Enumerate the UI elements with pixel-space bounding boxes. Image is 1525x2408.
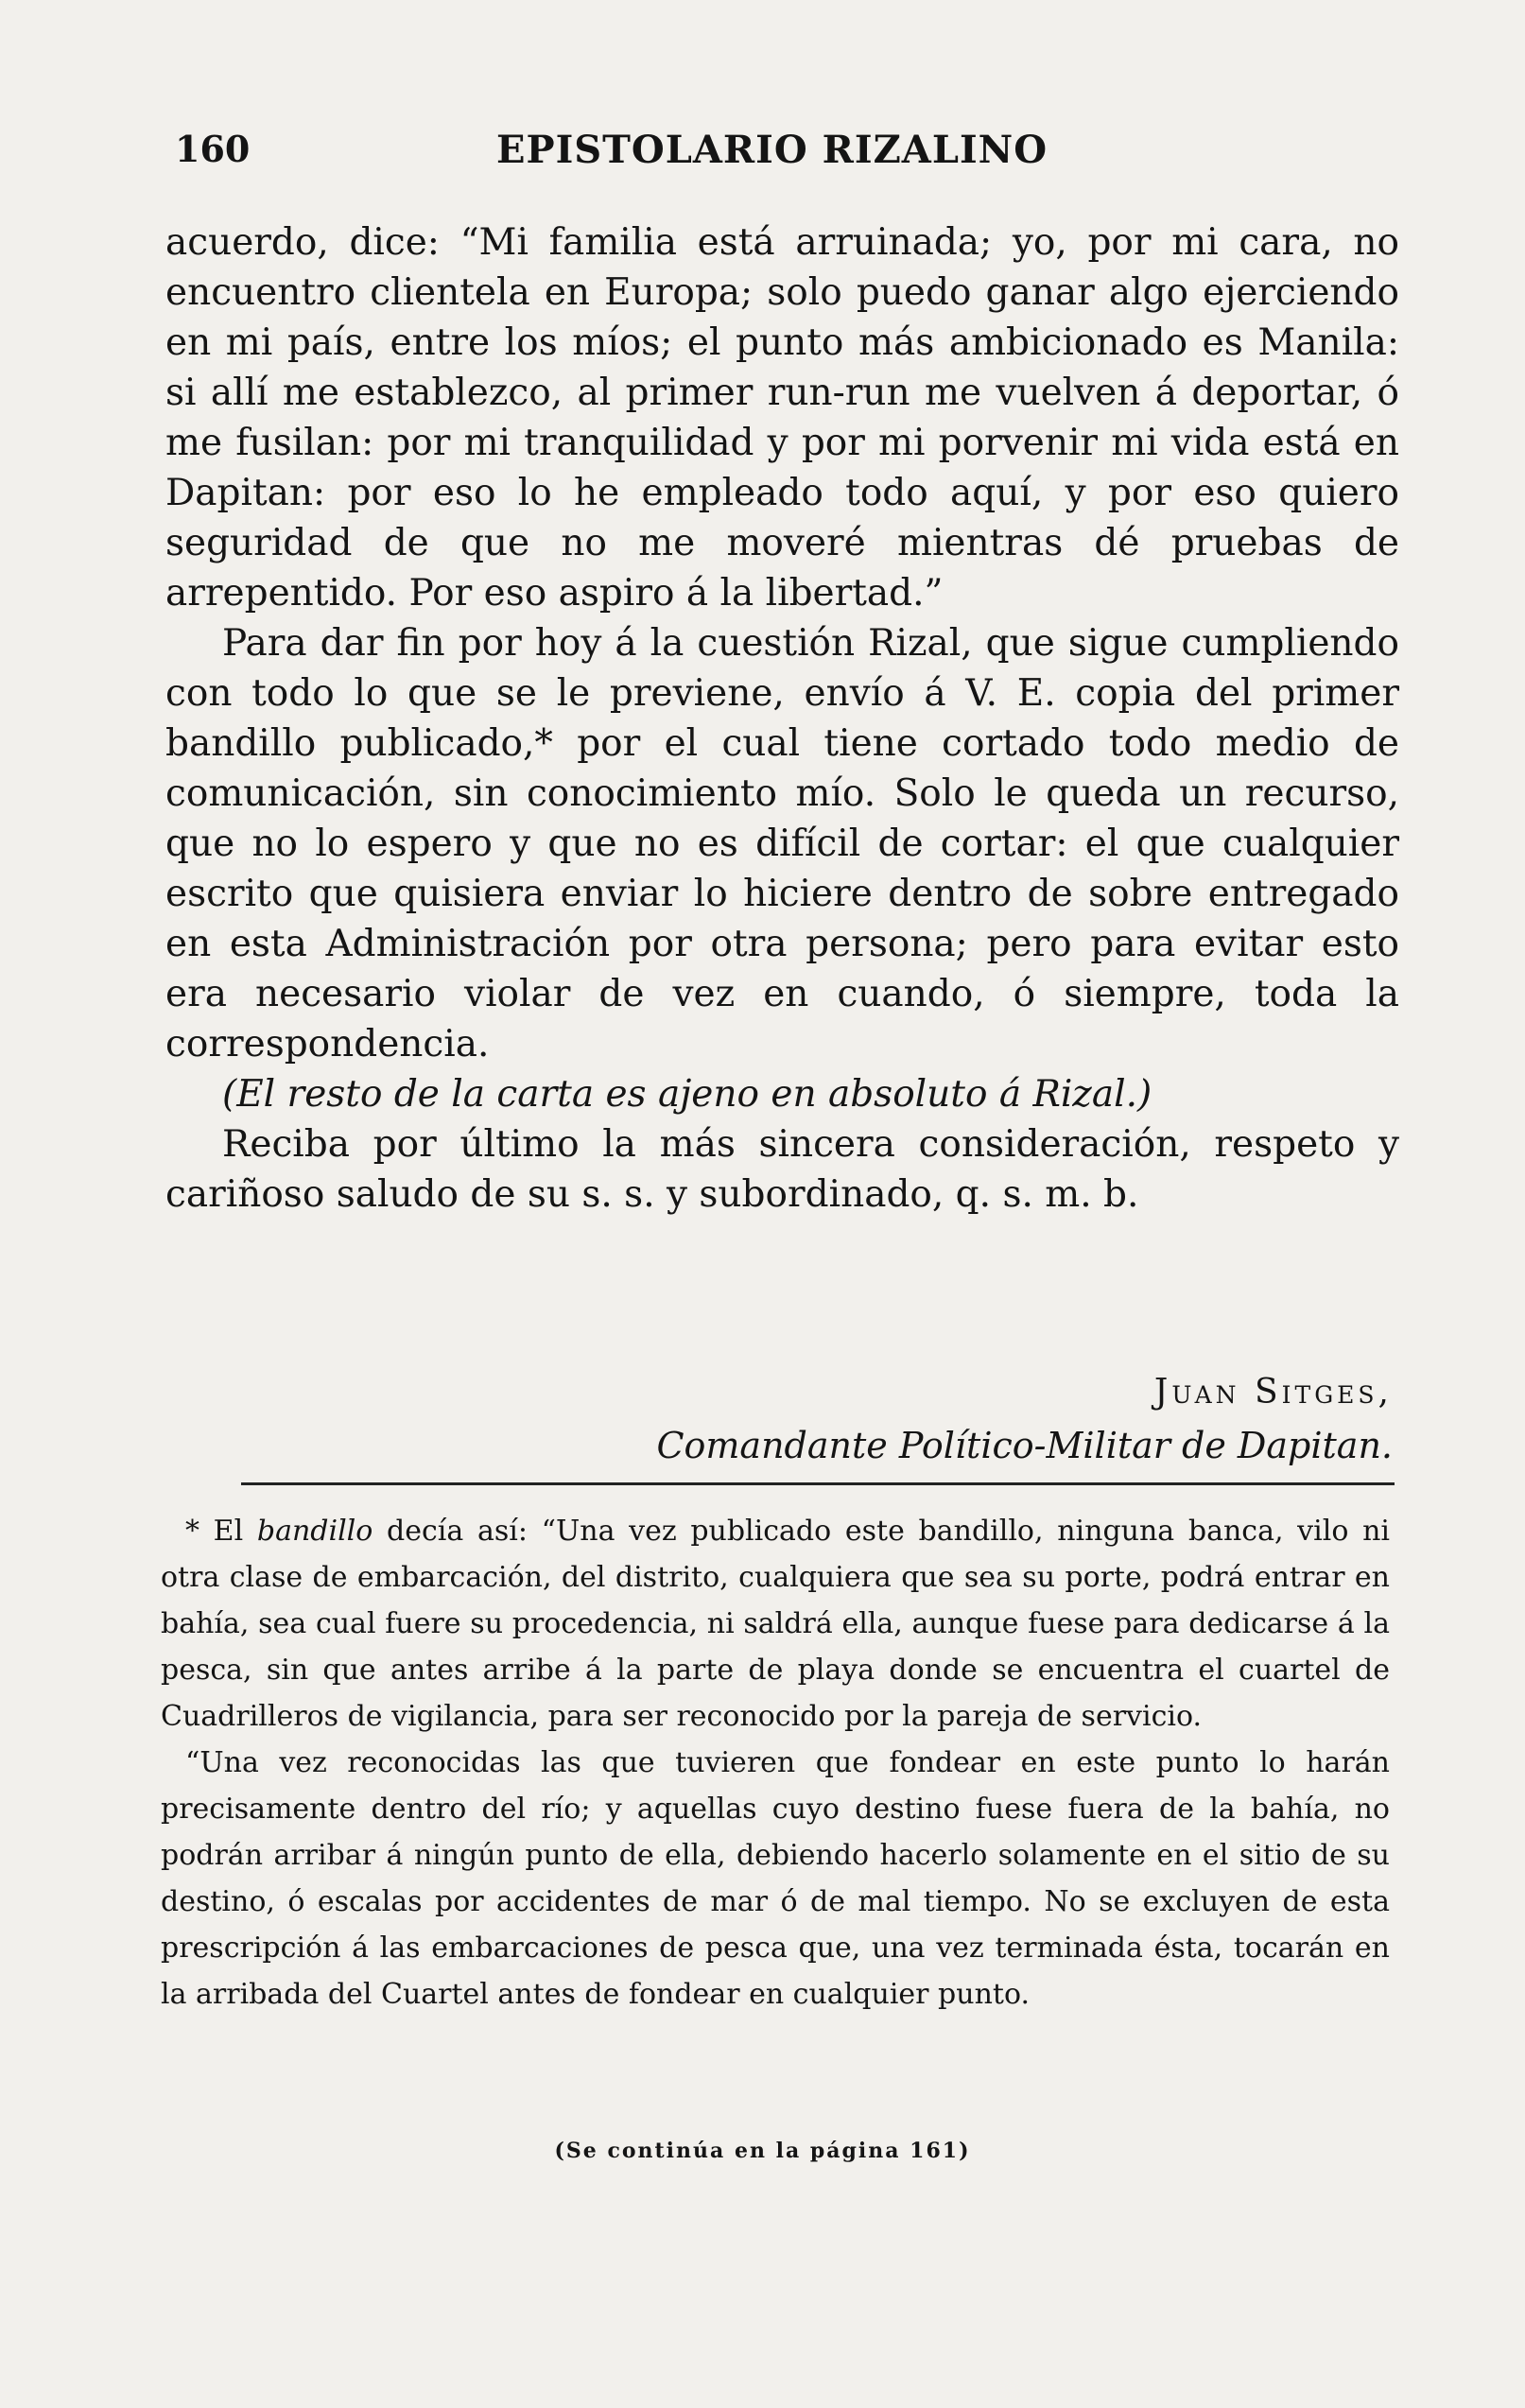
footnote-divider xyxy=(241,1482,1395,1485)
footnote-term: bandillo xyxy=(256,1515,373,1548)
footnote xyxy=(161,1508,1390,2018)
page-header xyxy=(175,128,1395,184)
body-paragraph-3: (El resto de la carta es ajeno en absoluto á Rizal.) xyxy=(222,1073,1152,1116)
footnote-paragraph-2: “Una vez reconocidas las que tuvieren que fondear en este punto lo harán precisamente dentro del río; y aquellas cuyo destino fuese fuera de la bahía, no podrán arribar á ningún punto de ella, debiendo hacerlo solamente en el sitio de su destino, ó escalas por accidentes de mar ó de mal tiempo. No se excluyen de esta prescripción á las embarcaciones de pesca que, una vez terminada ésta, tocarán en la arribada del Cuartel antes de fondear en cualquier punto. xyxy=(161,1746,1390,2011)
body-paragraph-4: Reciba por último la más sincera consideración, respeto y cariñoso saludo de su s. s. y subordinado, q. s. m. b. xyxy=(165,1123,1399,1216)
body-paragraph-1: acuerdo, dice: “Mi familia está arruinada; yo, por mi cara, no encuentro clientela en Europa; solo puedo ganar algo ejerciendo en mi país, entre los míos; el punto más ambicionado es Manila: si allí me establezco, al primer run-run me vuelven á deportar, ó me fusilan: por mi tranquilidad y por mi porvenir mi vida está en Dapitan: por eso lo he empleado todo aquí, y por eso quiero seguridad de que no me moveré mientras dé pruebas de arrepentido. Por eso aspiro á la libertad.” xyxy=(165,221,1399,615)
body-paragraph-2: Para dar fin por hoy á la cuestión Rizal, que sigue cumpliendo con todo lo que se le previene, envío á V. E. copia del primer bandillo publicado,* por el cual tiene cortado todo medio de comunicación, sin conocimiento mío. Solo le queda un recurso, que no lo espero y que no es difícil de cortar: el que cualquier escrito que quisiera enviar lo hiciere dentro de sobre entregado en esta Administración por otra persona; pero para evitar esto era necesario violar de vez en cuando, ó siempre, toda la correspondencia. xyxy=(165,622,1399,1065)
signature-name: Juan Sitges, xyxy=(1153,1373,1393,1412)
footnote-marker: * El xyxy=(185,1515,257,1548)
footnote-paragraph-1-text: decía así: “Una vez publicado este bandillo, ninguna banca, vilo ni otra clase de embarcación, del distrito, cualquiera que sea su porte, podrá entrar en bahía, sea cual fuere su procedencia, ni saldrá ella, aunque fuese para dedicarse á la pesca, sin que antes arribe á la parte de playa donde se encuentra el cuartel de Cuadrilleros de vigilancia, para ser reconocido por la pareja de servicio. xyxy=(161,1515,1390,1733)
page-number: 160 xyxy=(175,128,251,170)
footnote-paragraph-1 xyxy=(161,1508,1390,1740)
letter-body xyxy=(165,217,1399,1220)
continuation-note: (Se continúa en la página 161) xyxy=(554,2139,971,2163)
running-title: EPISTOLARIO RIZALINO xyxy=(496,128,1048,172)
signature-title: Comandante Político-Militar de Dapitan. xyxy=(656,1425,1393,1466)
signature-block xyxy=(656,1366,1393,1472)
